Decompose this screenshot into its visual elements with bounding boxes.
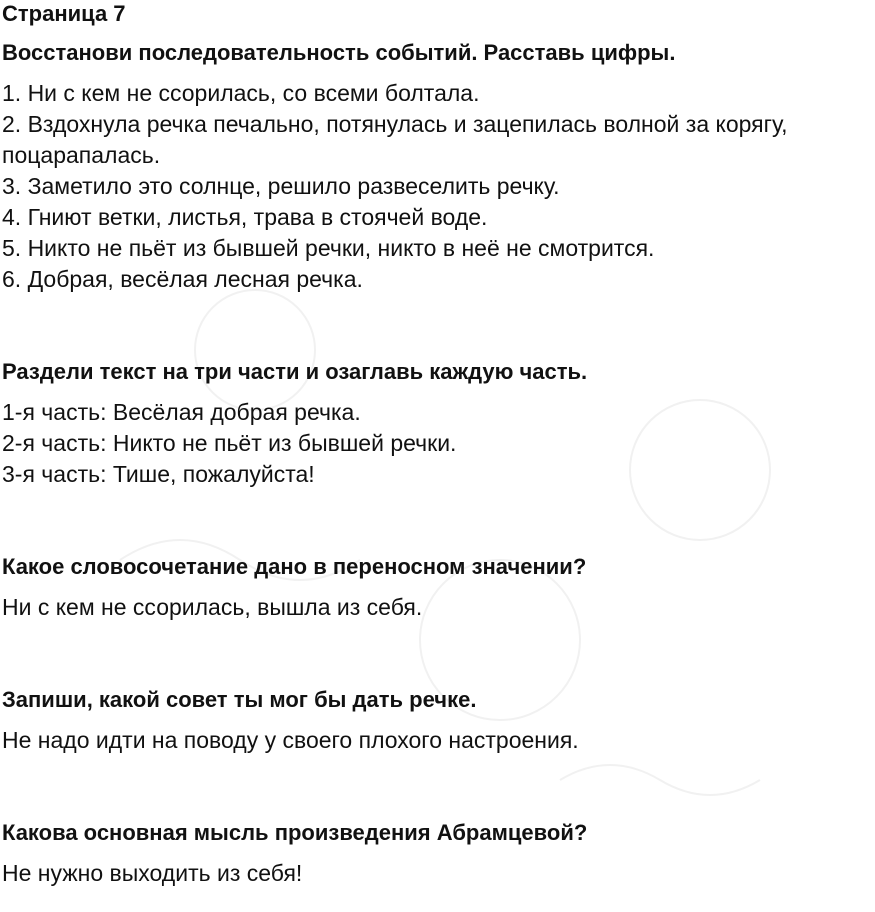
- section-4-title: Запиши, какой совет ты мог бы дать речке.: [2, 687, 477, 712]
- section-1-line-3: 3. Заметило это солнце, решило развеселить речку.: [2, 173, 560, 199]
- section-5-title: Какова основная мысль произведения Абрамцевой?: [2, 820, 588, 845]
- section-1-body: [2, 78, 875, 295]
- section-5-body: [2, 858, 875, 889]
- section-3-line-1: Ни с кем не ссорилась, вышла из себя.: [2, 594, 423, 620]
- section-2-line-3: 3-я часть: Тише, пожалуйста!: [2, 461, 315, 487]
- section-1-line-4: 4. Гниют ветки, листья, трава в стоячей воде.: [2, 204, 488, 230]
- section-1-line-1: 1. Ни с кем не ссорилась, со всеми болтала.: [2, 80, 480, 106]
- section-2-line-2: 2-я часть: Никто не пьёт из бывшей речки.: [2, 430, 457, 456]
- page-title: Страница 7: [2, 1, 126, 26]
- section-1-line-2: 2. Вздохнула речка печально, потянулась и зацепилась волной за корягу, поцарапалась.: [2, 111, 788, 168]
- section-2-line-1: 1-я часть: Весёлая добрая речка.: [2, 399, 361, 425]
- section-1-title: Восстанови последовательность событий. Расставь цифры.: [2, 40, 676, 65]
- section-4-body: [2, 725, 875, 756]
- section-4-line-1: Не надо идти на поводу у своего плохого настроения.: [2, 727, 579, 753]
- section-5-line-1: Не нужно выходить из себя!: [2, 860, 303, 886]
- section-1-line-6: 6. Добрая, весёлая лесная речка.: [2, 266, 363, 292]
- section-2-title: Раздели текст на три части и озаглавь каждую часть.: [2, 359, 588, 384]
- section-3-body: [2, 592, 875, 623]
- section-2-body: [2, 397, 875, 490]
- section-3-title: Какое словосочетание дано в переносном значении?: [2, 554, 587, 579]
- section-1-line-5: 5. Никто не пьёт из бывшей речки, никто в неё не смотрится.: [2, 235, 655, 261]
